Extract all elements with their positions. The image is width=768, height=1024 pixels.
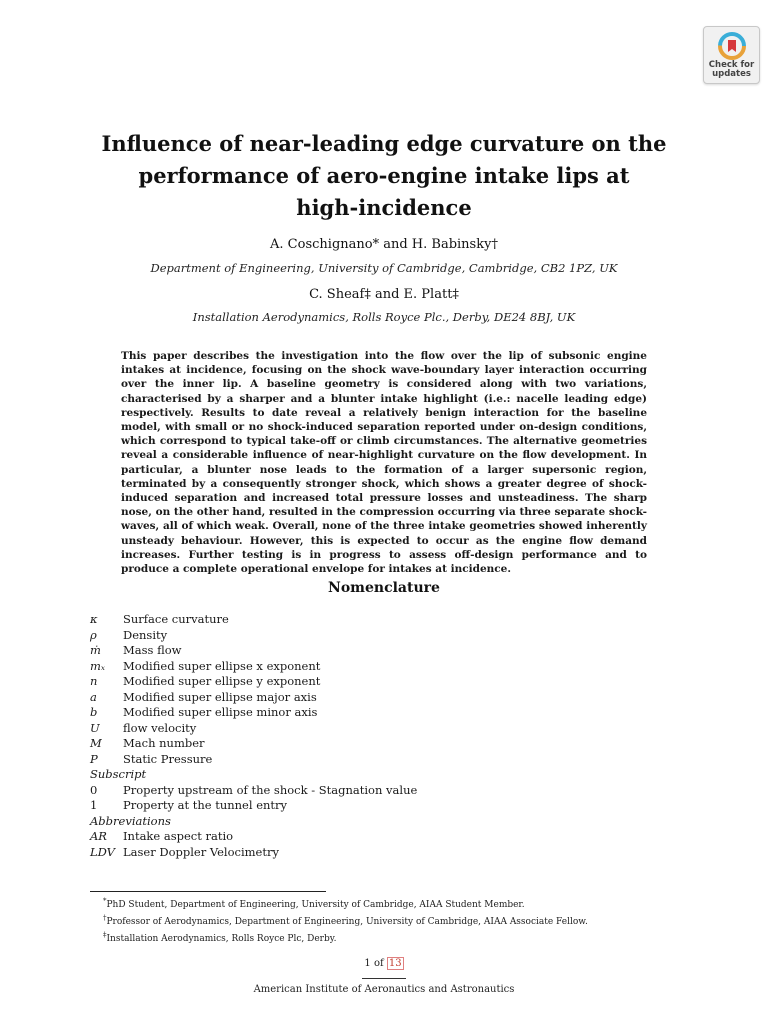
footnote-text: Installation Aerodynamics, Rolls Royce Plc, Derby. [106,934,337,944]
nom-symbol: 1 [90,798,98,812]
authors-line-1: A. Coschignano* and H. Babinsky† [270,237,498,252]
title-line-1: Influence of near-leading edge curvature on the [101,131,667,156]
nom-desc: flow velocity [123,720,197,735]
nom-symbol: LDV [90,844,115,859]
nom-desc: Modified super ellipse major axis [123,689,317,704]
nom-symbol: ρ [90,627,97,642]
check-for-updates-badge[interactable] [703,26,760,84]
title-line-3: high-incidence [296,195,472,220]
nom-desc: Modified super ellipse minor axis [123,705,318,719]
journal-name: American Institute of Aeronautics and Astronautics [253,984,515,995]
nom-symbol: U [90,720,100,735]
footnote-mark: * [103,897,107,905]
page-current: 1 [364,958,371,969]
footnote-mark: ‡ [103,931,107,939]
abbreviations-heading: Abbreviations [90,813,171,828]
nom-item [90,612,417,628]
badge-line1: Check for [708,60,755,70]
title-line-2: performance of aero-engine intake lips at [138,163,630,188]
crossmark-icon [718,32,746,60]
footnotes [103,895,588,946]
page-number [0,958,768,969]
authors-line-2: C. Sheaf‡ and E. Platt‡ [309,287,459,302]
nom-symbol: AR [90,829,107,843]
nom-desc: Mach number [123,736,205,750]
nom-symbol: mₓ [90,658,105,673]
nom-symbol: M [90,736,102,750]
nom-item [90,783,417,799]
nom-desc: Property at the tunnel entry [123,798,288,812]
footnote-mark: † [103,914,107,922]
nom-desc: Surface curvature [123,612,229,626]
footnote-rule [90,891,326,892]
nom-symbol: 0 [90,782,98,797]
nom-symbol: n [90,674,98,688]
nom-desc: Static Pressure [123,751,213,766]
subscript-heading: Subscript [90,767,147,781]
footnote [103,912,588,929]
nom-item [90,752,417,768]
page-of-label: of [373,958,384,969]
nom-item [90,736,417,752]
nom-symbol: κ [90,612,98,626]
nom-item [90,798,417,814]
nom-desc: Mass flow [123,643,182,657]
affiliation-2: Installation Aerodynamics, Rolls Royce Plc., Derby, DE24 8BJ, UK [192,310,576,324]
nom-item [90,659,417,675]
nom-symbol: ṁ [90,643,101,657]
footnote [103,929,588,946]
nomenclature-heading: Nomenclature [328,580,440,596]
nom-desc: Modified super ellipse y exponent [123,674,321,688]
nom-desc: Intake aspect ratio [123,829,234,843]
nom-desc: Property upstream of the shock - Stagnation value [123,782,418,797]
nom-item [90,643,417,659]
nom-symbol: a [90,689,97,704]
nom-item [90,829,417,845]
nom-symbol: b [90,705,98,719]
nom-symbol: P [90,751,98,766]
nomenclature-list [90,612,417,860]
nom-item [90,705,417,721]
nom-item [90,690,417,706]
nom-desc: Density [123,627,168,642]
nom-item [90,845,417,861]
nom-desc: Laser Doppler Velocimetry [123,844,279,859]
footnote-text: PhD Student, Department of Engineering, University of Cambridge, AIAA Student Member. [106,900,525,910]
nom-desc: Modified super ellipse x exponent [123,658,321,673]
footnote-text: Professor of Aerodynamics, Department of Engineering, University of Cambridge, AIAA Associate Fellow. [106,917,588,927]
nom-item [90,721,417,737]
nom-item [90,674,417,690]
page-total-link[interactable]: 13 [388,958,402,969]
abstract: This paper describes the investigation into the flow over the lip of subsonic engine intakes at incidence, focusing on the shock wave-boundary layer interaction occurring over the inner lip. A baseline geometry is considered along with two variations, characterised by a sharper and a blunter intake highlight (i.e.: nacelle leading edge) respectively. Results to date reveal a relatively benign interaction for the baseline model, with small or no shock-induced separation reported under on-design conditions, which correspond to typical take-off or climb circumstances. The alternative geometries reveal a considerable influence of near-highlight curvature on the flow development. In particular, a blunter nose leads to the formation of a larger supersonic region, terminated by a consequently stronger shock, which shows a greater degree of shock-induced separation and increased total pressure losses and unsteadiness. The sharp nose, on the other hand, resulted in the compression occurring via three separate shock-waves, all of which weak. Overall, none of the three intake geometries showed inherently unsteady behaviour. However, this is expected to occur as the engine flow demand increases. Further testing is in progress to assess off-design performance and to produce a complete operational envelope for intakes at incidence. [121,350,647,576]
nom-item [90,628,417,644]
paper-title [60,128,708,224]
footer-rule [362,978,406,979]
badge-line2: updates [712,69,751,79]
footnote [103,895,588,912]
affiliation-1: Department of Engineering, University of Cambridge, Cambridge, CB2 1PZ, UK [150,261,618,275]
